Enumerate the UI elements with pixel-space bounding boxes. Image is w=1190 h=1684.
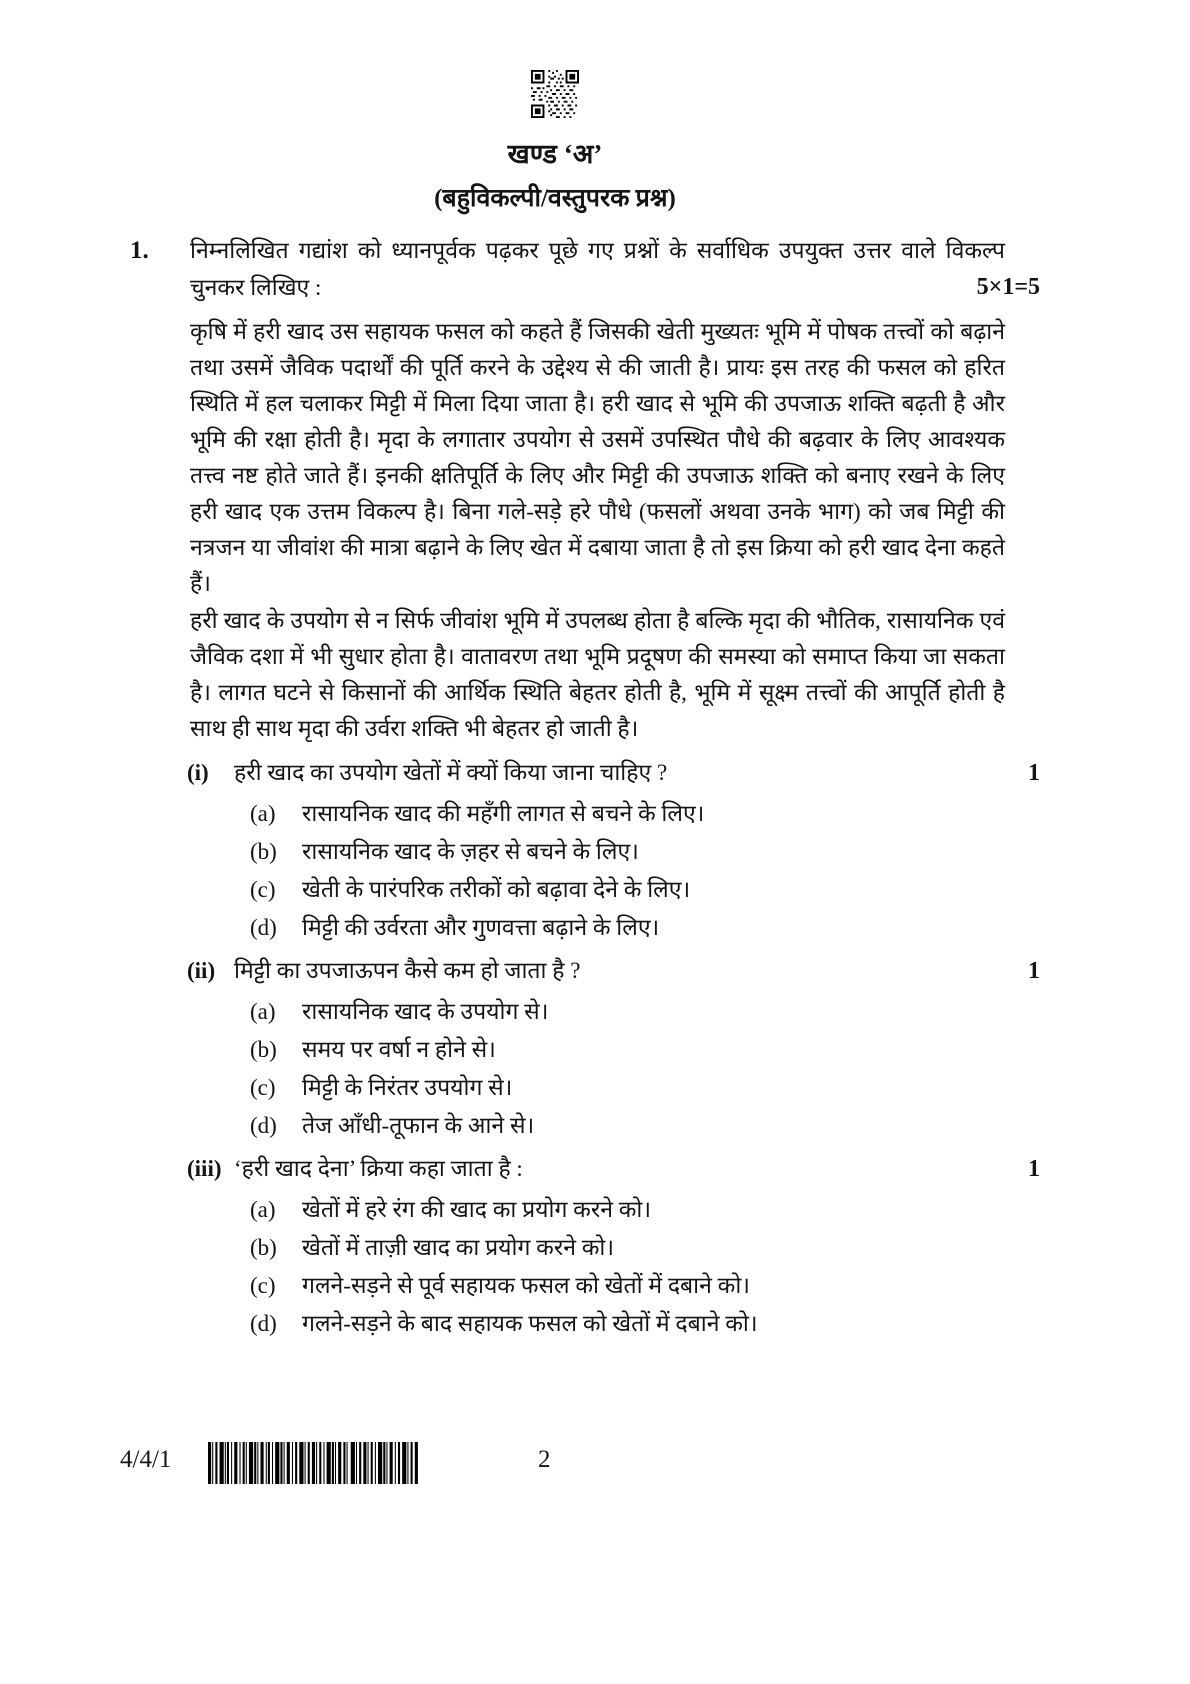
page-header xyxy=(100,70,1010,214)
option-label: (b) xyxy=(250,839,277,864)
option-text: गलने-सड़ने के बाद सहायक फसल को खेतों में दबाने को। xyxy=(302,1311,758,1336)
question-number: 1. xyxy=(130,237,149,264)
question-intro: निम्नलिखित गद्यांश को ध्यानपूर्वक पढ़कर पूछे गए प्रश्नों के सर्वाधिक उपयुक्त उत्तर वाले विकल्प चुनकर लिखिए : xyxy=(190,238,1005,300)
option-text: खेतों में ताज़ी खाद का प्रयोग करने को। xyxy=(302,1235,615,1260)
barcode-icon xyxy=(208,1442,420,1484)
section-title: खण्ड ‘अ’ xyxy=(507,139,603,169)
sub-question-ii-label: (ii) xyxy=(187,958,216,983)
sub-question-i xyxy=(130,755,1040,945)
sub-question-ii-marks: 1 xyxy=(1028,958,1040,984)
passage-paragraph-2: हरी खाद के उपयोग से न सिर्फ जीवांश भूमि में उपलब्ध होता है बल्कि मृदा की भौतिक, रासायनिक एवं जैविक दशा में भी सुधार होता है। वातावरण तथा भूमि प्रदूषण की समस्या को समाप्त किया जा सकता है। लागत घटने से किसानों की आर्थिक स्थिति बेहतर होती है, भूमि में सूक्ष्म तत्त्वों की आपूर्ति होती है साथ ही साथ मृदा की उर्वरा शक्ति भी बेहतर हो जाती है। xyxy=(190,608,1005,741)
reading-passage xyxy=(190,314,1005,747)
option-row xyxy=(250,1070,1040,1105)
sub-question-iii-text-row xyxy=(187,1151,1040,1187)
option-row xyxy=(250,1230,1040,1265)
sub-question-ii-text-row xyxy=(187,953,1040,989)
sub-question-ii xyxy=(130,953,1040,1143)
sub-question-iii-text: ‘हरी खाद देना’ क्रिया कहा जाता है : xyxy=(234,1156,523,1181)
option-row xyxy=(250,1032,1040,1067)
option-label: (a) xyxy=(250,999,276,1024)
option-label: (c) xyxy=(250,1273,276,1298)
option-row xyxy=(250,1108,1040,1143)
option-text: मिट्टी के निरंतर उपयोग से। xyxy=(302,1075,513,1100)
page-footer xyxy=(0,1440,1190,1500)
question-marks: 5×1=5 xyxy=(976,274,1040,300)
sub-question-iii-label: (iii) xyxy=(187,1156,222,1181)
option-label: (c) xyxy=(250,1075,276,1100)
option-row xyxy=(250,796,1040,831)
option-label: (a) xyxy=(250,1197,276,1222)
option-row xyxy=(250,1306,1040,1341)
option-label: (d) xyxy=(250,915,277,940)
option-label: (d) xyxy=(250,1113,277,1138)
option-row xyxy=(250,994,1040,1029)
sub-question-i-text-row xyxy=(187,755,1040,791)
option-label: (b) xyxy=(250,1037,277,1062)
qr-code-icon xyxy=(531,70,579,118)
option-label: (c) xyxy=(250,877,276,902)
passage-paragraph-1: कृषि में हरी खाद उस सहायक फसल को कहते हैं जिसकी खेती मुख्यतः भूमि में पोषक तत्त्वों को बढ़ाने तथा उसमें जैविक पदार्थों की पूर्ति करने के उद्देश्य से की जाती है। प्रायः इस तरह की फसल को हरित स्थिति में हल चलाकर मिट्टी में मिला दिया जाता है। हरी खाद से भूमि की उपजाऊ शक्ति बढ़ती है और भूमि की रक्षा होती है। मृदा के लगातार उपयोग से उसमें उपस्थित पौधे की बढ़वार के लिए आवश्यक तत्त्व नष्ट होते जाते हैं। इनकी क्षतिपूर्ति के लिए और मिट्टी की उपजाऊ शक्ति को बनाए रखने के लिए हरी खाद एक उत्तम विकल्प है। बिना गले-सड़े हरे पौधे (फसलों अथवा उनके भाग) को जब मिट्टी की नत्रजन या जीवांश की मात्रा बढ़ाने के लिए खेत में दबाया जाता है तो इस क्रिया को हरी खाद देना कहते हैं। xyxy=(190,319,1005,596)
sub-question-iii-marks: 1 xyxy=(1028,1156,1040,1182)
option-row xyxy=(250,872,1040,907)
sub-question-ii-text: मिट्टी का उपजाऊपन कैसे कम हो जाता है ? xyxy=(234,958,581,983)
page-number: 2 xyxy=(538,1446,551,1473)
section-subtitle: (बहुविकल्पी/वस्तुपरक प्रश्न) xyxy=(434,185,676,212)
option-text: समय पर वर्षा न होने से। xyxy=(302,1037,496,1062)
option-text: तेज आँधी-तूफान के आने से। xyxy=(302,1113,535,1138)
sub-question-i-marks: 1 xyxy=(1028,760,1040,786)
option-row xyxy=(250,834,1040,869)
option-row xyxy=(250,1268,1040,1303)
option-label: (b) xyxy=(250,1235,277,1260)
sub-question-iii xyxy=(130,1151,1040,1341)
option-label: (a) xyxy=(250,801,276,826)
option-text: रासायनिक खाद के उपयोग से। xyxy=(302,999,549,1024)
sub-question-i-text: हरी खाद का उपयोग खेतों में क्यों किया जाना चाहिए ? xyxy=(234,760,668,785)
option-text: रासायनिक खाद के ज़हर से बचने के लिए। xyxy=(302,839,639,864)
option-text: खेतों में हरे रंग की खाद का प्रयोग करने को। xyxy=(302,1197,652,1222)
option-text: मिट्टी की उर्वरता और गुणवत्ता बढ़ाने के लिए। xyxy=(302,915,660,940)
option-label: (d) xyxy=(250,1311,277,1336)
option-row xyxy=(250,1192,1040,1227)
option-row xyxy=(250,910,1040,945)
option-text: खेती के पारंपरिक तरीकों को बढ़ावा देने के लिए। xyxy=(302,877,691,902)
option-text: रासायनिक खाद की महँगी लागत से बचने के लिए। xyxy=(302,801,705,826)
option-text: गलने-सड़ने से पूर्व सहायक फसल को खेतों में दबाने को। xyxy=(302,1273,750,1298)
paper-code: 4/4/1 xyxy=(120,1446,172,1473)
question-1-header xyxy=(130,232,1040,306)
question-1-block xyxy=(130,232,1040,1341)
sub-question-i-label: (i) xyxy=(187,760,209,785)
